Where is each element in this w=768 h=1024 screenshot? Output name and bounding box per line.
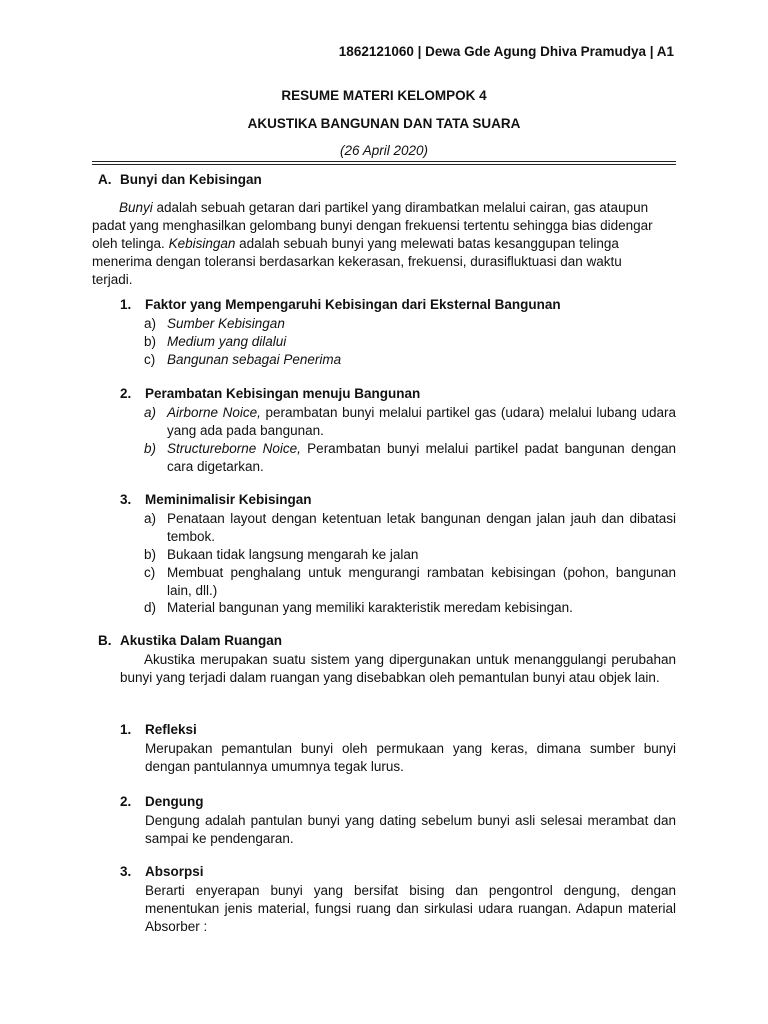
list-item: a) Penataan layout dengan ketentuan letak bangunan dengan jalan jauh dan dibatasi tembok. [144, 511, 676, 544]
item-a2-heading: 2. Perambatan Kebisingan menuju Bangunan [120, 386, 421, 401]
title-rule-bottom [92, 164, 676, 165]
section-b-letter: B. [98, 633, 112, 648]
list-item: a) Sumber Kebisingan [144, 316, 285, 331]
list-item: c) Bangunan sebagai Penerima [144, 352, 342, 367]
item-a1-heading: 1. Faktor yang Mempengaruhi Kebisingan dari Eksternal Bangunan [120, 297, 561, 312]
item-b2-heading: 2. Dengung [120, 794, 204, 809]
list-item: c) Membuat penghalang untuk mengurangi rambatan kebisingan (pohon, bangunan lain, dll.) [144, 565, 676, 598]
list-item: d) Material bangunan yang memiliki karakteristik meredam kebisingan. [144, 600, 573, 615]
item-b3-text: Berarti enyerapan bunyi yang bersifat bising dan pengontrol dengung, dengan menentukan jenis material, fungsi ruang dan sirkulasi udara ruangan. Adapun material Absorber : [145, 883, 676, 934]
item-b2-text: Dengung adalah pantulan bunyi yang dating sebelum bunyi asli selesai merambat dan sampai ke pendengaran. [145, 813, 676, 846]
term-structureborne: Structureborne Noice, [167, 441, 301, 456]
section-b-heading [98, 633, 282, 648]
section-b-title: Akustika Dalam Ruangan [120, 633, 283, 648]
list-item: a) Airborne Noice, perambatan bunyi melalui partikel gas (udara) melalui lubang udara yang ada pada bangunan. [144, 405, 676, 438]
section-a-paragraph: Bunyi adalah sebuah getaran dari partikel yang dirambatkan melalui cairan, gas ataupun padat yang menghasilkan gelombang bunyi dengan frekuensi tertentu sehingga bias didengar oleh telinga. Kebisingan adalah sebuah bunyi yang melewati batas kesanggupan telinga menerima dengan toleransi berdasarkan kekerasan, frekuensi, durasifluktuasi dan waktu terjadi. [92, 200, 653, 287]
list-item: b) Bukaan tidak langsung mengarah ke jalan [144, 547, 419, 562]
item-a3-heading: 3. Meminimalisir Kebisingan [120, 492, 312, 507]
title-rule-top [92, 161, 676, 162]
term-kebisingan: Kebisingan [168, 236, 236, 251]
term-airborne: Airborne Noice, [167, 405, 261, 420]
section-a-letter: A. [98, 172, 112, 187]
item-b1-text: Merupakan pemantulan bunyi oleh permukaan yang keras, dimana sumber bunyi dengan pantulannya umumnya tegak lurus. [145, 741, 676, 774]
section-b-paragraph: Akustika merupakan suatu sistem yang dipergunakan untuk menanggulangi perubahan bunyi yang terjadi dalam ruangan yang disebabkan oleh pemantulan bunyi atau objek lain. [120, 652, 676, 685]
section-a-title: Bunyi dan Kebisingan [120, 172, 262, 187]
document-title: RESUME MATERI KELOMPOK 4 [281, 88, 487, 103]
section-a-heading [98, 172, 262, 187]
document-subtitle: AKUSTIKA BANGUNAN DAN TATA SUARA [247, 116, 521, 131]
list-item: b) Structureborne Noice, Perambatan bunyi melalui partikel padat bangunan dengan cara digetarkan. [144, 441, 676, 474]
document-date: (26 April 2020) [339, 143, 429, 158]
term-bunyi: Bunyi [119, 200, 153, 215]
author-id-line: 1862121060 | Dewa Gde Agung Dhiva Pramudya | A1 [338, 44, 674, 59]
item-b1-heading: 1. Refleksi [120, 722, 197, 737]
list-item: b) Medium yang dilalui [144, 334, 287, 349]
item-b3-heading: 3. Absorpsi [120, 864, 204, 879]
